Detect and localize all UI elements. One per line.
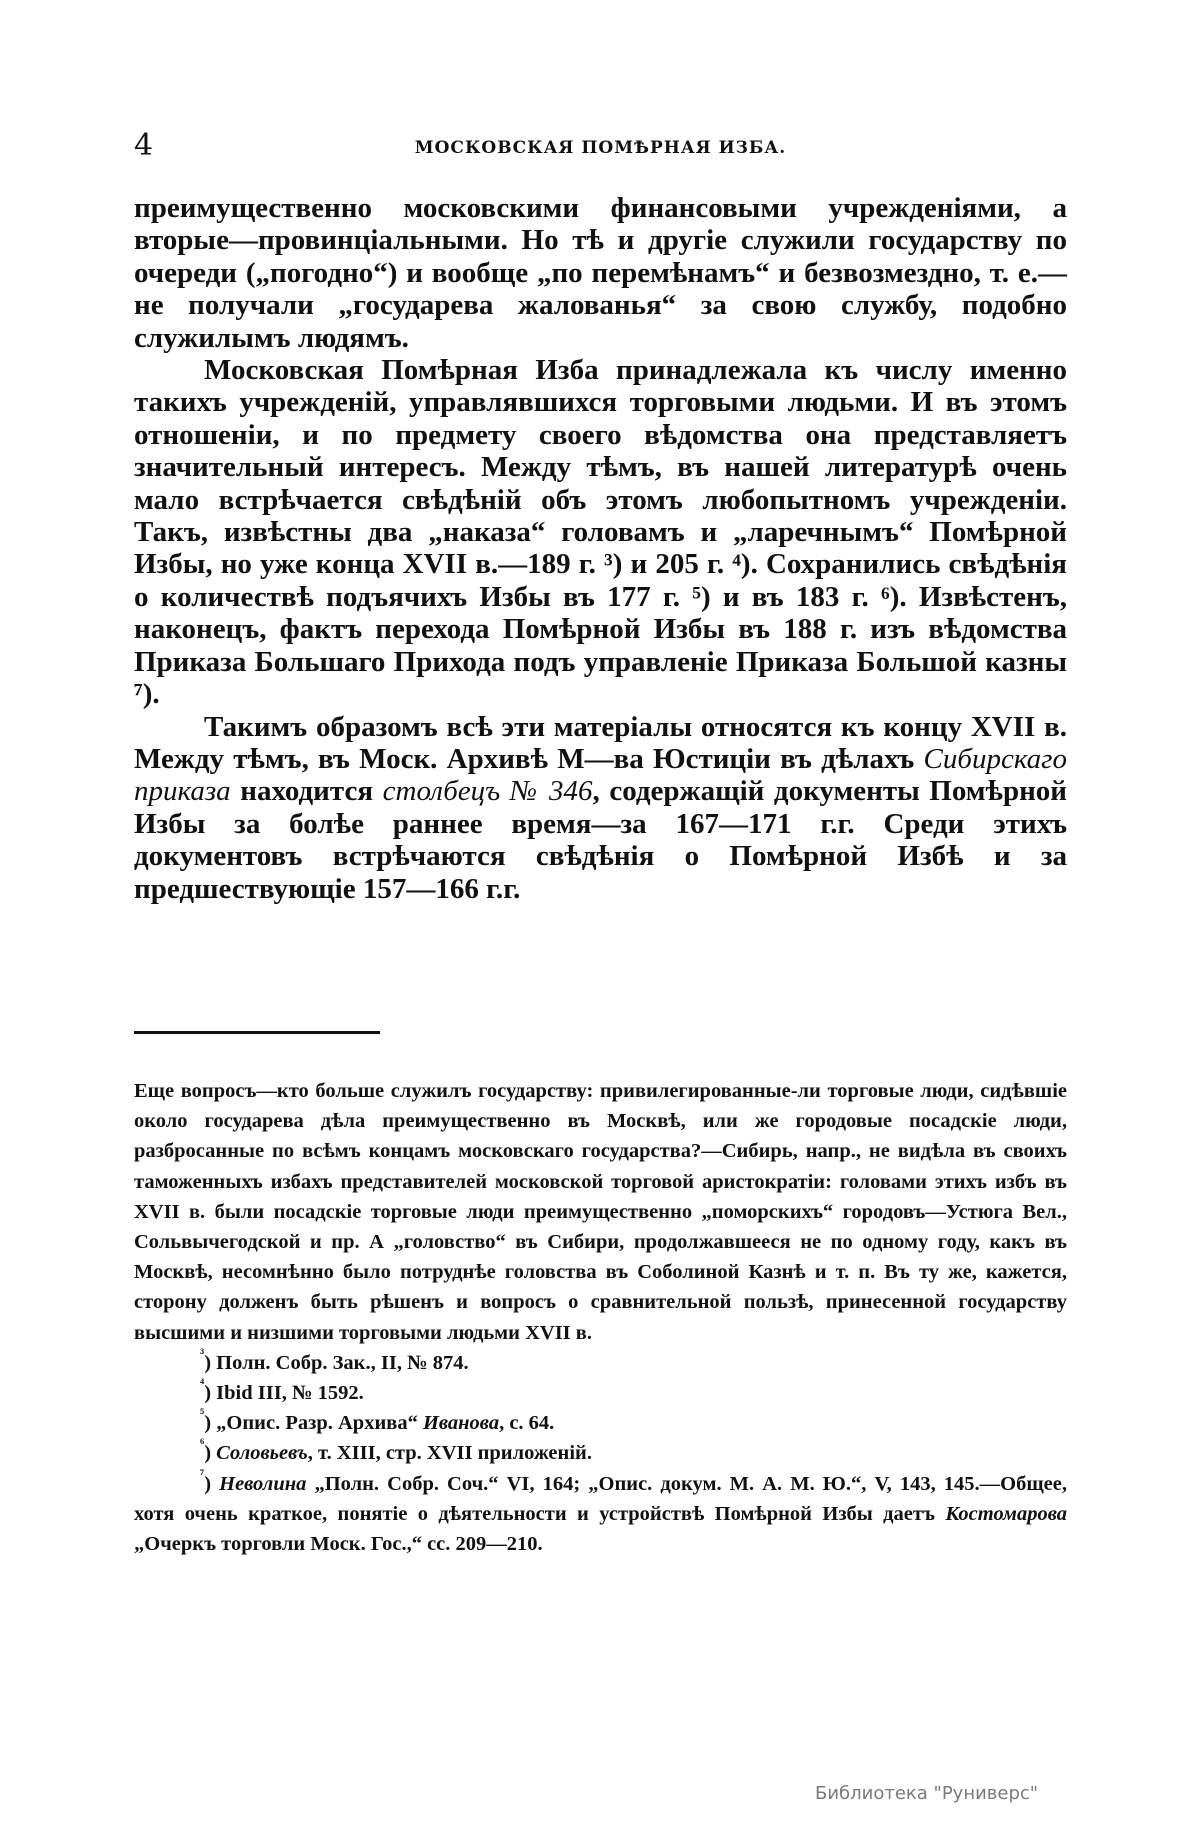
footnote-text: Полн. Собр. Зак., II, № 874.	[216, 1351, 469, 1374]
page-number: 4	[134, 128, 154, 163]
footnote-mark: ⁴	[200, 1377, 205, 1393]
library-watermark: Библиотека "Руниверс"	[815, 1783, 1039, 1804]
footnote-author: Соловьевъ	[216, 1442, 308, 1465]
footnote-text: „Полн. Собр. Соч.“ VI, 164; „Опис. докум. М. А. М. Ю.“, V, 143, 145.—Общее, хотя очень краткое, понятіе о дѣятельности и устройствѣ Помѣрной Избы даетъ	[134, 1472, 1068, 1525]
paragraph-3-text-c: , содержащій документы Помѣрной Избы за болѣе раннее время—за 167—171 г.г. Среди этихъ документовъ встрѣчаются свѣдѣнія о Помѣрной Избѣ и за предшествующіе 157—166 г.г.	[134, 775, 1067, 905]
footnote-divider	[134, 1031, 380, 1034]
page-header	[134, 128, 1067, 168]
main-text	[134, 192, 1067, 905]
footnote-6: $^{^6}$) Соловьевъ, т. XIII, стр. XVII приложеній.	[200, 1437, 592, 1465]
footnotes	[134, 1076, 1067, 1559]
footnote-text: „Очеркъ торговли Моск. Гос.,“ сс. 209—210.	[134, 1533, 543, 1556]
footnote-4: $^{^4}$) Ibid III, № 1592.	[200, 1377, 364, 1405]
paragraph-2: Московская Помѣрная Изба принадлежала къ числу именно такихъ учрежденій, управлявшихся торговыми людьми. И въ этомъ отношеніи, и по предмету своего вѣдомства она представляетъ значительный интересъ. Между тѣмъ, въ нашей литературѣ очень мало встрѣчается свѣдѣній объ этомъ любопытномъ учрежденіи. Такъ, извѣстны два „наказа“ головамъ и „ларечнымъ“ Помѣрной Избы, но уже конца XVII в.—189 г. ³) и 205 г. ⁴). Сохранились свѣдѣнія о количествѣ подъячихъ Избы въ 177 г. ⁵) и въ 183 г. ⁶). Извѣстенъ, наконецъ, фактъ перехода Помѣрной Избы въ 188 г. изъ вѣдомства Приказа Большаго Прихода подъ управленіе Приказа Большой казны ⁷).	[134, 354, 1067, 711]
footnote-mark: ³	[200, 1346, 205, 1362]
footnote-mark: ⁶	[200, 1437, 205, 1453]
italic-stolbets: столбецъ № 346	[382, 775, 593, 808]
footnote-mark: ⁷	[200, 1467, 205, 1483]
footnote-author: Костомарова	[945, 1502, 1067, 1525]
footnote-text: „Опис. Разр. Архива“	[216, 1412, 423, 1435]
footnote-text: , т. XIII, стр. XVII приложеній.	[307, 1442, 592, 1465]
footnote-continuation: Еще вопросъ—кто больше служилъ государству: привилегированные-ли торговые люди, сидѣвшіе около государева дѣла преимущественно въ Москвѣ, или же городовые посадскіе люди, разбросанные по всѣмъ концамъ московскаго государства?—Сибирь, напр., не видѣла въ своихъ таможенныхъ избахъ представителей московской торговой аристократіи: головами этихъ избъ въ XVII в. были посадскіе торговые люди преимущественно „поморскихъ“ городовъ—Устюга Вел., Сольвычегодской и пр. А „головство“ въ Сибири, продолжавшееся не по одному году, какъ въ Москвѣ, несомнѣнно было потруднѣе головства въ Соболиной Казнѣ и т. п. Въ ту же, кажется, сторону долженъ быть рѣшенъ и вопросъ о сравнительной пользѣ, принесенной государству высшими и низшими торговыми людьми XVII в.	[134, 1080, 1067, 1344]
footnote-text: , с. 64.	[499, 1412, 555, 1435]
footnote-5: $^{^5}$) „Опис. Разр. Архива“ Иванова, с. 64.	[200, 1407, 555, 1435]
italic-siberian-prikaz: Сибирскаго приказа	[134, 742, 1067, 808]
paragraph-1: преимущественно московскими финансовыми учрежденіями, а вторые—провинціальными. Но тѣ и другіе служили государству по очереди („погодно“) и вообще „по перемѣнамъ“ и безвозмездно, т. е.—не получали „государева жалованья“ за свою службу, подобно служилымъ людямъ.	[134, 192, 1067, 354]
footnote-author: Иванова	[422, 1412, 500, 1435]
paragraph-3-text-a: Такимъ образомъ всѣ эти матеріалы относятся къ концу XVII в. Между тѣмъ, въ Моск. Архивѣ М—ва Юстиціи въ дѣлахъ	[134, 710, 1067, 775]
footnote-mark: ⁵	[200, 1407, 205, 1423]
footnote-text: Ibid III, № 1592.	[216, 1382, 364, 1405]
paragraph-3-text-b: находится	[230, 775, 383, 808]
paragraph-3	[134, 711, 1067, 905]
running-title: МОСКОВСКАЯ ПОМѢРНАЯ ИЗБА.	[414, 138, 787, 158]
footnote-author: Неволина	[219, 1472, 307, 1495]
footnote-7: $^{^7}$) Неволина „Полн. Собр. Соч.“ VI, 164; „Опис. докум. М. А. М. Ю.“, V, 143, 145.—Общее, хотя очень краткое, понятіе о дѣятельности и устройствѣ Помѣрной Избы даетъ Костомарова „Очеркъ торговли Моск. Гос.,“ сс. 209—210.	[134, 1467, 1068, 1556]
footnote-3: $^{^3}$) Полн. Собр. Зак., II, № 874.	[200, 1346, 469, 1374]
